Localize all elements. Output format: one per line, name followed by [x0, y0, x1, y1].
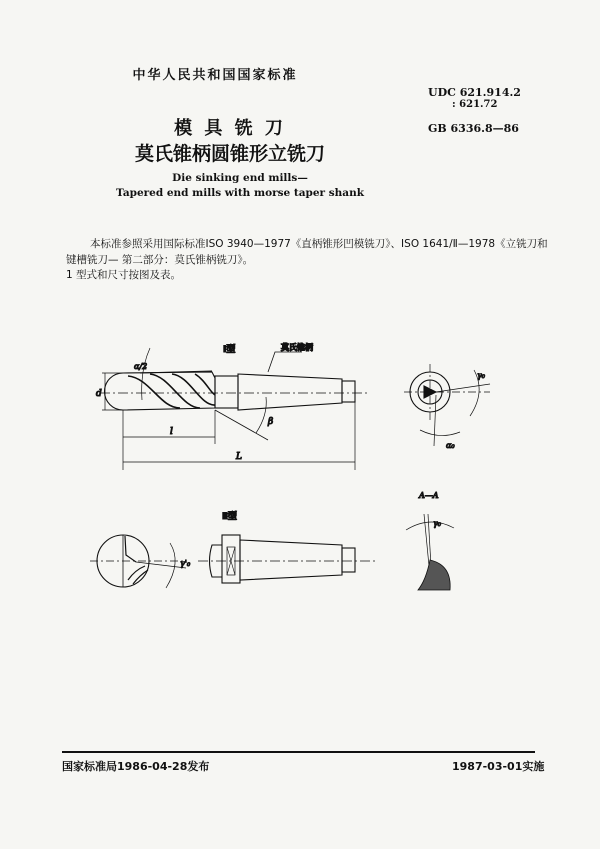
section-a-a [406, 514, 454, 590]
udc-code-2: : 621.72 [452, 99, 498, 110]
type1-label: Ⅰ型 [223, 345, 236, 355]
reference-paragraph-line1: 本标准参照采用国际标准ISO 3940—1977《直柄锥形凹模铣刀》、ISO 1641/Ⅱ—1978《立铣刀和 [90, 238, 548, 250]
type2-shank-drawing [198, 535, 375, 583]
shank-label: 莫氏锥柄 [281, 343, 313, 352]
total-length-label: L [236, 452, 242, 462]
udc-code: UDC 621.914.2 [428, 86, 521, 99]
reference-paragraph-line2: 键槽铣刀— 第二部分：莫氏锥柄铣刀》。 [66, 254, 254, 266]
title-cn-main: 模 具 铣 刀 [174, 118, 286, 139]
section-1: 1 型式和尺寸按图及表。 [66, 269, 182, 281]
gb-number: GB 6336.8—86 [428, 122, 519, 135]
type2-end-view [90, 535, 186, 588]
section-rake-label: γ₀ [433, 519, 441, 528]
diameter-label: d [96, 389, 102, 399]
title-cn-sub: 莫氏锥柄圆锥形立铣刀 [134, 143, 326, 165]
section-label: A—A [419, 491, 439, 500]
issue-date: 国家标准局1986-04-28发布 [62, 760, 210, 773]
flute-length-label: l [170, 427, 173, 437]
rake-angle-2-label: γ'₀ [180, 559, 191, 568]
type2-label: Ⅱ型 [222, 512, 237, 522]
helix-angle-label: β [268, 417, 274, 427]
rake-angle-label: γ₀ [477, 371, 485, 380]
title-en-1: Die sinking end mills— [172, 172, 308, 184]
title-en-2: Tapered end mills with morse taper shank [116, 187, 364, 199]
national-standard-heading: 中华人民共和国国家标准 [132, 68, 298, 83]
half-angle-label: α/2 [134, 362, 148, 371]
clearance-angle-label: α₀ [446, 441, 455, 450]
effective-date: 1987-03-01实施 [452, 760, 545, 773]
